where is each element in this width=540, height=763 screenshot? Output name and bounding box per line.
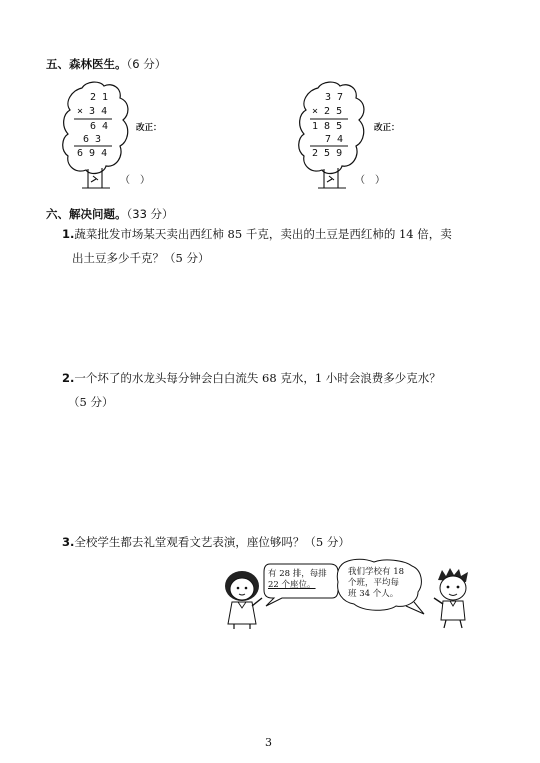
- question-3-text-1: 全校学生都去礼堂观看文艺表演，座位够吗？（5 分）: [74, 535, 350, 549]
- question-2-line-1: [62, 366, 512, 390]
- question-3: [62, 530, 512, 554]
- left-bubble-line-2: 22 个座位。: [268, 580, 316, 590]
- question-2-text-1: 一个坏了的水龙头每分钟会白白流失 68 克水，1 小时会浪费多少克水？: [74, 371, 441, 385]
- tree-1-row-1: 2 1: [90, 92, 109, 103]
- question-1: [62, 222, 512, 270]
- section-6-title: 六、解决问题。: [46, 207, 127, 221]
- question-2: [62, 366, 512, 414]
- tree-1-answer-bracket[interactable]: （ ）: [120, 175, 150, 186]
- tree-1-row-5: 6 9 4: [77, 148, 108, 159]
- question-1-text-2: 出土豆多少千克？（5 分）: [72, 251, 210, 265]
- left-speech-bubble-text: [268, 569, 338, 591]
- section-6-heading: [46, 206, 174, 222]
- section-5-points: （6 分）: [126, 57, 167, 71]
- question-2-text-2: （5 分）: [68, 395, 114, 409]
- tree-2-row-2: × 2 5: [312, 106, 343, 117]
- right-bubble-line-2: 个班，平均每: [348, 578, 400, 588]
- tree-1-fix-label: 改正：: [136, 123, 162, 133]
- right-bubble-line-3: 班 34 个人。: [348, 589, 399, 599]
- boy-body: [441, 601, 465, 620]
- tree-1-row-3: 6 4: [90, 121, 109, 132]
- tree-2-answer-bracket[interactable]: （ ）: [355, 175, 385, 186]
- question-3-line-1: [62, 530, 512, 554]
- tree-2-fix-label: 改正：: [374, 123, 400, 133]
- question-1-number: 1.: [62, 227, 75, 241]
- section-6-points: （33 分）: [126, 207, 174, 221]
- left-bubble-line-1: 有 28 排，每排: [268, 569, 327, 579]
- question-3-number: 3.: [62, 535, 75, 549]
- question-1-line-1: [62, 222, 512, 246]
- right-speech-bubble-text: [348, 567, 418, 600]
- question-2-number: 2.: [62, 371, 75, 385]
- section-5-title: 五、森林医生。: [46, 57, 127, 71]
- tree-2-row-1: 3 7: [325, 92, 344, 103]
- right-bubble-line-1: 我们学校有 18: [348, 567, 405, 577]
- tree-2-row-5: 2 5 9: [312, 148, 343, 159]
- tree-2-row-4: 7 4: [325, 134, 344, 145]
- question-1-text-1: 蔬菜批发市场某天卖出西红柿 85 千克，卖出的土豆是西红柿的 14 倍，卖: [74, 227, 452, 241]
- tree-1-row-2: × 3 4: [77, 106, 108, 117]
- tree-1-row-4: 6 3: [83, 134, 102, 145]
- boy-face: [440, 576, 466, 600]
- page-number: 3: [265, 736, 272, 749]
- section-5-heading: [46, 56, 166, 72]
- tree-2-row-3: 1 8 5: [312, 121, 343, 132]
- girl-face: [230, 578, 254, 600]
- boy-illustration: [428, 566, 478, 630]
